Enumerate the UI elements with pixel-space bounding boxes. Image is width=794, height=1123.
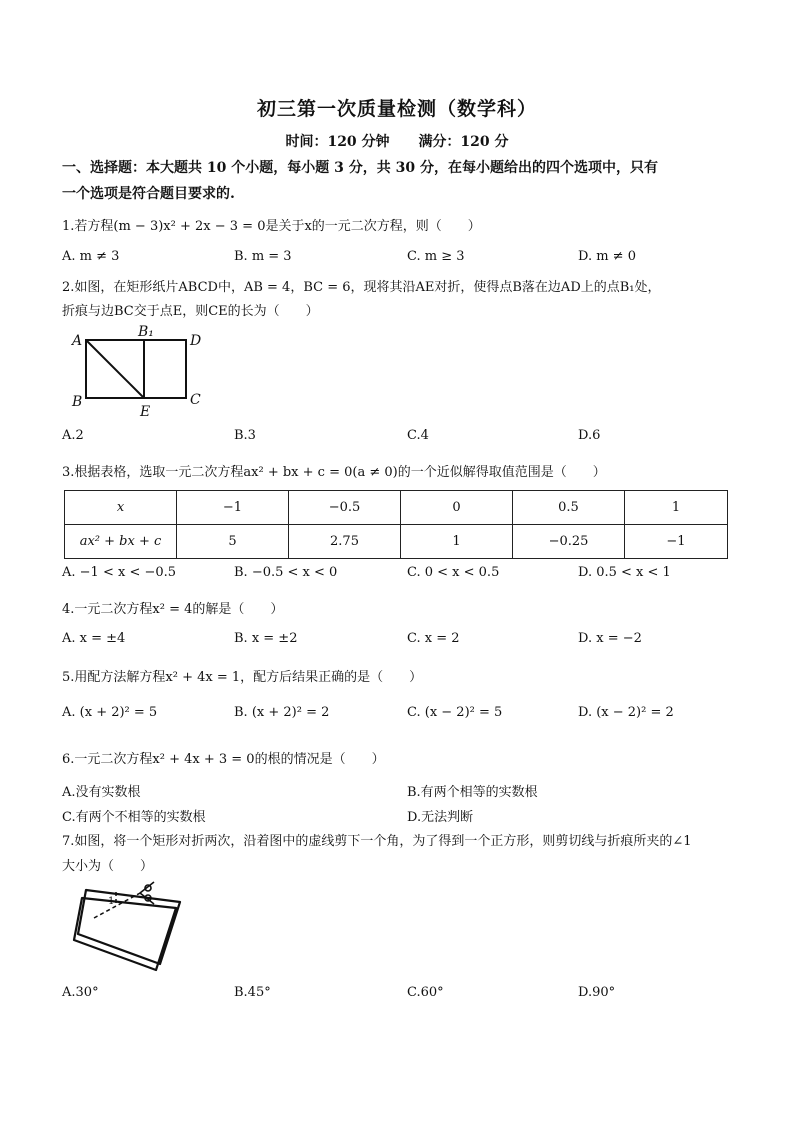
q2-option-d[interactable]: D.6 [578,428,601,443]
table-cell: 0.5 [513,491,625,525]
q2-option-c[interactable]: C.4 [407,428,429,443]
question-1: 1.若方程(m − 3)x² + 2x − 3 = 0是关于x的一元二次方程，则（ ） [62,219,481,234]
label-e: E [140,404,151,420]
q7-option-c[interactable]: C.60° [407,985,444,1000]
section-heading-line1: 一、选择题：本大题共 10 个小题，每小题 3 分，共 30 分，在每小题给出的四个选项中，只有 [62,160,658,176]
table-cell: 1 [625,491,728,525]
q3-option-a[interactable]: A. −1 < x < −0.5 [62,565,177,580]
q3-option-d[interactable]: D. 0.5 < x < 1 [578,565,671,580]
q6-option-c[interactable]: C.有两个不相等的实数根 [62,810,206,825]
label-a: A [72,333,83,349]
table-cell: 2.75 [289,525,401,559]
table-row [65,491,728,525]
table-row [65,525,728,559]
question-7-line2: 大小为（ ） [62,859,154,874]
q6-option-b[interactable]: B.有两个相等的实数根 [407,785,538,800]
question-7-line1: 7.如图，将一个矩形对折两次，沿着图中的虚线剪下一个角，为了得到一个正方形，则剪切线与折痕所夹的∠1 [62,834,692,849]
q6-option-a[interactable]: A.没有实数根 [62,785,141,800]
label-b1: B₁ [138,324,154,340]
label-b: B [72,394,83,410]
question-6: 6.一元二次方程x² + 4x + 3 = 0的根的情况是（ ） [62,752,385,767]
q1-option-b[interactable]: B. m = 3 [234,249,292,264]
q5-option-c[interactable]: C. (x − 2)² = 5 [407,705,503,720]
question-4: 4.一元二次方程x² = 4的解是（ ） [62,602,284,617]
q7-option-d[interactable]: D.90° [578,985,616,1000]
table-cell: −0.25 [513,525,625,559]
q7-option-b[interactable]: B.45° [234,985,271,1000]
table-cell: −1 [625,525,728,559]
exam-time: 时间：120 分钟 [285,134,390,150]
label-d: D [190,333,202,349]
q5-option-a[interactable]: A. (x + 2)² = 5 [62,705,158,720]
rectangle-fold-figure [66,320,216,420]
exam-score: 满分：120 分 [418,134,509,150]
fold-crease-ae [86,340,144,398]
q3-option-c[interactable]: C. 0 < x < 0.5 [407,565,500,580]
table-cell: −1 [177,491,289,525]
angle-label-1: 1 [108,896,115,907]
table-cell: ax² + bx + c [65,525,177,559]
q3-option-b[interactable]: B. −0.5 < x < 0 [234,565,338,580]
q2-option-b[interactable]: B.3 [234,428,256,443]
q2-option-a[interactable]: A.2 [62,428,84,443]
scissors-icon [140,882,154,904]
question-2-line1: 2.如图，在矩形纸片ABCD中，AB = 4，BC = 6，现将其沿AE对折，使得点B落在边AD上的点B₁处， [62,280,661,295]
folded-paper-figure [64,878,194,978]
table-cell: −0.5 [289,491,401,525]
q1-option-d[interactable]: D. m ≠ 0 [578,249,636,264]
value-table [64,490,728,559]
q1-option-a[interactable]: A. m ≠ 3 [62,249,120,264]
question-5: 5.用配方法解方程x² + 4x = 1，配方后结果正确的是（ ） [62,670,423,685]
q4-option-c[interactable]: C. x = 2 [407,631,460,646]
q6-option-d[interactable]: D.无法判断 [407,810,474,825]
q5-option-d[interactable]: D. (x − 2)² = 2 [578,705,674,720]
exam-info [0,131,794,151]
q5-option-b[interactable]: B. (x + 2)² = 2 [234,705,330,720]
label-c: C [190,392,201,408]
table-cell: 1 [401,525,513,559]
paper-front-layer [78,890,180,964]
q1-option-c[interactable]: C. m ≥ 3 [407,249,465,264]
section-heading-line2: 一个选项是符合题目要求的. [62,186,235,202]
q7-option-a[interactable]: A.30° [62,985,99,1000]
table-cell: 0 [401,491,513,525]
table-cell: x [65,491,177,525]
question-2-line2: 折痕与边BC交于点E，则CE的长为（ ） [62,304,319,319]
page-title: 初三第一次质量检测（数学科） [256,98,537,120]
question-3: 3.根据表格，选取一元二次方程ax² + bx + c = 0(a ≠ 0)的一个近似解得取值范围是（ ） [62,465,606,480]
q4-option-b[interactable]: B. x = ±2 [234,631,298,646]
table-cell: 5 [177,525,289,559]
q4-option-a[interactable]: A. x = ±4 [62,631,126,646]
q4-option-d[interactable]: D. x = −2 [578,631,642,646]
